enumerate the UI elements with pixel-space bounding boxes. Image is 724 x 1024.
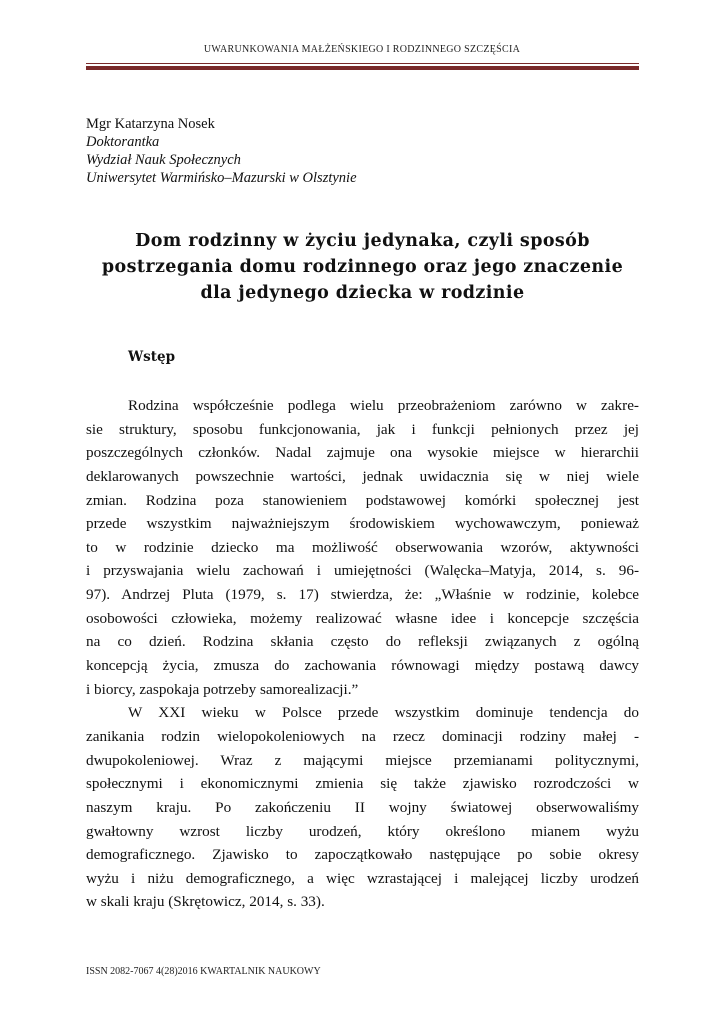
paragraph-line: to w rodzinie dziecko ma możliwość obserwowania wzorów, aktywności: [86, 538, 639, 556]
title-line: postrzegania domu rodzinnego oraz jego znaczenie: [101, 257, 624, 277]
paragraph-line: W XXI wieku w Polsce przede wszystkim dominuje tendencja do: [128, 704, 639, 722]
author-role: Doktorantka: [86, 134, 160, 150]
paragraph-line: wyżu i niżu demograficznego, a więc wzrastającej i malejącej liczby urodzeń: [86, 869, 639, 887]
paragraph-line: deklarowanych powszechnie wartości, jednak uwidacznia się w niej wiele: [86, 467, 639, 485]
paragraph-line: Rodzina współcześnie podlega wielu przeobrażeniom zarówno w zakre-: [128, 397, 639, 414]
paragraph-line: dwupokoleniowej. Wraz z mającymi miejsce przemianami politycznymi,: [86, 751, 639, 769]
paragraph-line: społecznymi i ekonomicznymi zmienia się także zjawisko rozrodczości w: [86, 775, 639, 793]
author-faculty: Wydział Nauk Społecznych: [86, 152, 241, 168]
paragraph-line: demograficznego. Zjawisko to zapoczątkowało następujące po sobie okresy: [86, 846, 639, 864]
paragraph-line: osobowości człowieka, możemy realizować własne idee i koncepcje szczęścia: [86, 609, 639, 627]
paragraph-line: zanikania rodzin wielopokoleniowych na rzecz dominacji rodziny małej -: [86, 727, 639, 745]
paragraph-line: sie struktury, sposobu funkcjonowania, jak i funkcji pełnionych przez jej: [86, 420, 639, 438]
page-footer: ISSN 2082-7067 4(28)2016 KWARTALNIK NAUKOWY: [86, 966, 321, 977]
running-header: UWARUNKOWANIA MAŁŻEŃSKIEGO I RODZINNEGO SZCZĘŚCIA: [203, 44, 521, 55]
paragraph-line: w skali kraju (Skrętowicz, 2014, s. 33).: [86, 893, 325, 911]
paragraph-line: gwałtowny wzrost liczby urodzeń, który określono mianem wyżu: [86, 822, 639, 840]
article-title: [86, 228, 639, 306]
body-text: [86, 394, 639, 914]
paragraph-line: 97). Andrzej Pluta (1979, s. 17) stwierdza, że: „Właśnie w rodzinie, kolebce: [86, 586, 639, 604]
header-rule-thick: [86, 66, 639, 70]
author-block: [86, 115, 357, 187]
paragraph-line: przede wszystkim najważniejszym środowiskiem wychowawczym, ponieważ: [86, 515, 639, 533]
paragraph-line: i przyswajania wielu zachowań i umiejętności (Walęcka–Matyja, 2014, s. 96-: [86, 562, 639, 580]
paragraph-line: koncepcją życia, zmusza do zachowania równowagi między postawą dawcy: [86, 657, 639, 675]
paragraph-line: i biorcy, zaspokaja potrzeby samorealizacji.”: [86, 680, 359, 698]
paragraph-line: naszym kraju. Po zakończeniu II wojny światowej obserwowaliśmy: [86, 798, 639, 816]
paragraph-line: zmian. Rodzina poza stanowieniem podstawowej komórki społecznej jest: [86, 491, 639, 509]
section-heading: Wstęp: [128, 349, 176, 365]
author-university: Uniwersytet Warmińsko–Mazurski w Olsztynie: [86, 170, 357, 186]
paragraph-line: na co dzień. Rodzina skłania często do refleksji związanych z ogólną: [86, 633, 639, 651]
title-line: Dom rodzinny w życiu jedynaka, czyli sposób: [135, 231, 590, 251]
author-name: Mgr Katarzyna Nosek: [86, 116, 215, 132]
header-rule-thin: [86, 63, 639, 64]
paragraph-line: poszczególnych członków. Nadal zajmuje ona wysokie miejsce w hierarchii: [86, 444, 639, 462]
title-line: dla jedynego dziecka w rodzinie: [200, 283, 525, 303]
